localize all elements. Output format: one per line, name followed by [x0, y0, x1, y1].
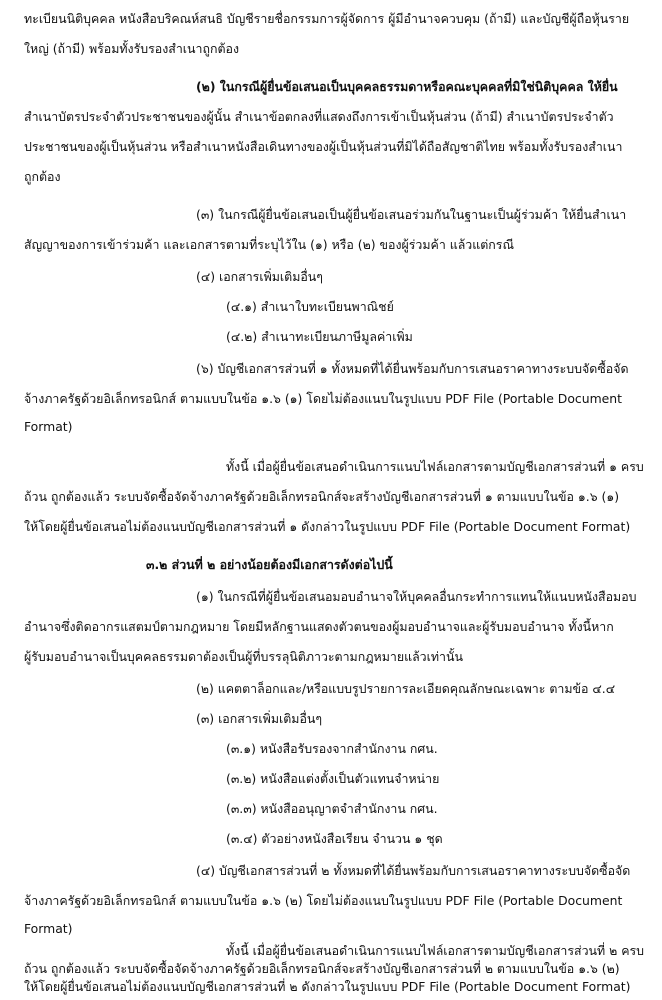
paragraph-line: (๑) ในกรณีที่ผู้ยื่นข้อเสนอมอบอำนาจให้บุคคลอื่นกระทำการแทนให้แนบหนังสือมอบ — [196, 589, 637, 604]
paragraph-line: Format) — [24, 921, 73, 936]
paragraph-line: (๓) ในกรณีผู้ยื่นข้อเสนอเป็นผู้ยื่นข้อเสนอร่วมกันในฐานะเป็นผู้ร่วมค้า ให้ยื่นสำเนา — [196, 207, 627, 222]
paragraph-line: จ้างภาครัฐด้วยอิเล็กทรอนิกส์ ตามแบบในข้อ ๑.๖ (๑) โดยไม่ต้องแนบในรูปแบบ PDF File (Portable Document — [24, 391, 623, 406]
paragraph-line: ถ้วน ถูกต้องแล้ว ระบบจัดซื้อจัดจ้างภาครัฐด้วยอิเล็กทรอนิกส์จะสร้างบัญชีเอกสารส่วนที่ ๑ ตามแบบในข้อ ๑.๖ (๑) — [24, 489, 620, 504]
paragraph-line: ให้โดยผู้ยื่นข้อเสนอไม่ต้องแนบบัญชีเอกสารส่วนที่ ๒ ดังกล่าวในรูปแบบ PDF File (Portable Document Format) — [24, 979, 631, 994]
paragraph-line: สำเนาบัตรประจำตัวประชาชนของผู้นั้น สำเนาข้อตกลงที่แสดงถึงการเข้าเป็นหุ้นส่วน (ถ้ามี) สำเนาบัตรประจำตัว — [24, 109, 614, 124]
paragraph-line: (๖) บัญชีเอกสารส่วนที่ ๑ ทั้งหมดที่ได้ยื่นพร้อมกับการเสนอราคาทางระบบจัดซื้อจัด — [196, 361, 629, 376]
paragraph-line: ถ้วน ถูกต้องแล้ว ระบบจัดซื้อจัดจ้างภาครัฐด้วยอิเล็กทรอนิกส์จะสร้างบัญชีเอกสารส่วนที่ ๒ ตามแบบในข้อ ๑.๖ (๒) — [24, 961, 620, 976]
paragraph-line: ถูกต้อง — [24, 169, 61, 184]
paragraph-line: อำนาจซึ่งติดอากรแสตมป์ตามกฎหมาย โดยมีหลักฐานแสดงตัวตนของผู้มอบอำนาจและผู้รับมอบอำนาจ ทั้งนี้หาก — [24, 619, 614, 634]
list-heading: (๔) เอกสารเพิ่มเติมอื่นๆ — [196, 269, 323, 284]
list-item: (๓.๒) หนังสือแต่งตั้งเป็นตัวแทนจำหน่าย — [226, 771, 440, 786]
paragraph-line: ทั้งนี้ เมื่อผู้ยื่นข้อเสนอดำเนินการแนบไฟล์เอกสารตามบัญชีเอกสารส่วนที่ ๑ ครบ — [226, 459, 644, 474]
paragraph-line: (๒) ในกรณีผู้ยื่นข้อเสนอเป็นบุคคลธรรมดาหรือคณะบุคคลที่มิใช่นิติบุคคล ให้ยื่น — [196, 79, 618, 94]
list-item: (๓.๓) หนังสืออนุญาตจำสำนักงาน กศน. — [226, 801, 438, 816]
section-heading: ๓.๒ ส่วนที่ ๒ อย่างน้อยต้องมีเอกสารดังต่อไปนี้ — [146, 557, 393, 572]
paragraph-line: ทะเบียนนิติบุคคล หนังสือบริคณห์สนธิ บัญชีรายชื่อกรรมการผู้จัดการ ผู้มีอำนาจควบคุม (ถ้ามี) และบัญชีผู้ถือหุ้นราย — [24, 11, 630, 26]
paragraph-line: (๔) บัญชีเอกสารส่วนที่ ๒ ทั้งหมดที่ได้ยื่นพร้อมกับการเสนอราคาทางระบบจัดซื้อจัด — [196, 863, 631, 878]
paragraph-line: จ้างภาครัฐด้วยอิเล็กทรอนิกส์ ตามแบบในข้อ ๑.๖ (๒) โดยไม่ต้องแนบในรูปแบบ PDF File (Portable Document — [24, 893, 623, 908]
paragraph-line: Format) — [24, 419, 73, 434]
paragraph-line: ใหญ่ (ถ้ามี) พร้อมทั้งรับรองสำเนาถูกต้อง — [24, 41, 239, 56]
list-heading: (๓) เอกสารเพิ่มเติมอื่นๆ — [196, 711, 323, 726]
paragraph-line: ประชาชนของผู้เป็นหุ้นส่วน หรือสำเนาหนังสือเดินทางของผู้เป็นหุ้นส่วนที่มิได้ถือสัญชาติไทย พร้อมทั้งรับรองสำเนา — [24, 139, 623, 154]
paragraph-line: ผู้รับมอบอำนาจเป็นบุคคลธรรมดาต้องเป็นผู้ที่บรรลุนิติภาวะตามกฎหมายแล้วเท่านั้น — [24, 649, 463, 664]
list-item: (๓.๔) ตัวอย่างหนังสือเรียน จำนวน ๑ ชุด — [226, 831, 443, 846]
paragraph-line: ให้โดยผู้ยื่นข้อเสนอไม่ต้องแนบบัญชีเอกสารส่วนที่ ๑ ดังกล่าวในรูปแบบ PDF File (Portable Document Format) — [24, 519, 631, 534]
paragraph-line: สัญญาของการเข้าร่วมค้า และเอกสารตามที่ระบุไว้ใน (๑) หรือ (๒) ของผู้ร่วมค้า แล้วแต่กรณี — [24, 237, 514, 252]
list-heading: (๒) แคตตาล็อกและ/หรือแบบรูปรายการละเอียดคุณลักษณะเฉพาะ ตามข้อ ๔.๔ — [196, 681, 616, 696]
paragraph-line: ทั้งนี้ เมื่อผู้ยื่นข้อเสนอดำเนินการแนบไฟล์เอกสารตามบัญชีเอกสารส่วนที่ ๒ ครบ — [226, 943, 645, 958]
list-item: (๔.๒) สำเนาทะเบียนภาษีมูลค่าเพิ่ม — [226, 329, 413, 344]
list-item: (๔.๑) สำเนาใบทะเบียนพาณิชย์ — [226, 299, 394, 314]
list-item: (๓.๑) หนังสือรับรองจากสำนักงาน กศน. — [226, 741, 438, 756]
